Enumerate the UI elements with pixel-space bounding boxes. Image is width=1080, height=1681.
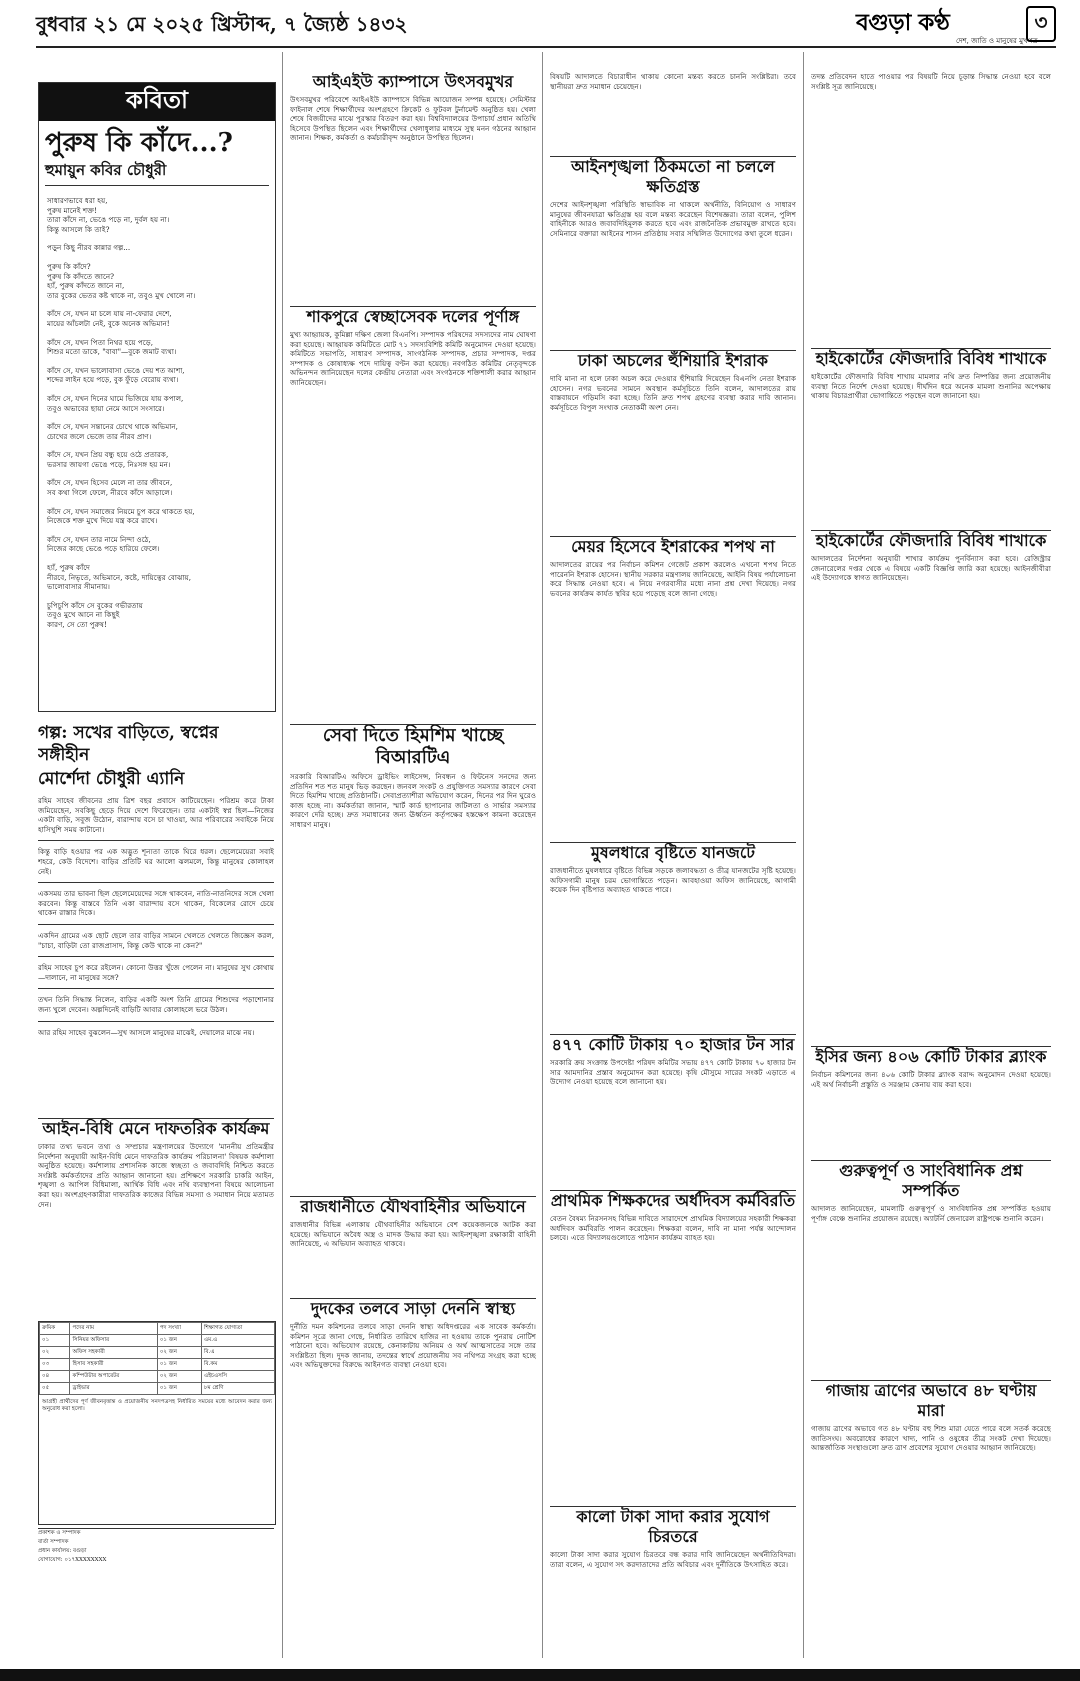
story-paragraph: একদিন গ্রামের এক ছোট ছেলে তার বাড়ির সামনে খেলতে খেলতে জিজ্ঞেস করল, "চাচা, বাড়িটা তো রাজপ্রাসাদ, কিন্তু কেউ থাকে না কেন?" — [38, 930, 274, 950]
story-paragraph: তখন তিনি সিদ্ধান্ত নিলেন, বাড়ির একটি অংশ তিনি গ্রামের শিশুদের পড়াশোনার জন্য খুলে দেবেন। অল্পদিনেই বাড়িটি আবার কোলাহলে ভরে উঠল। — [38, 995, 274, 1014]
table-cell: কম্পিউটার অপারেটর — [70, 1371, 157, 1383]
table-cell: সিনিয়র অফিসার — [70, 1335, 157, 1347]
table-header: শিক্ষাগত যোগ্যতা — [201, 1323, 274, 1335]
admin-article — [38, 1118, 274, 1317]
article-headline: ৪৭৭ কোটি টাকায় ৭০ হাজার টন সার — [551, 1035, 795, 1054]
poem-stanza: কাঁদে সে, যখন প্রিয় বন্ধু হয়ে ওঠে প্রতারক, ভরসার জায়গা ভেঙে পড়ে, নিঃসঙ্গ হয় মন। — [47, 450, 171, 469]
poem-stanza: হ্যাঁ, পুরুষ কাঁদে নীরবে, নিভৃতে, অভিমানে, কষ্টে, দায়িত্বের বোঝায়, ভালোবাসার সীমানায়। — [47, 563, 191, 592]
table-cell: ০১ — [40, 1335, 70, 1347]
article-body: তদন্ত প্রতিবেদন হাতে পাওয়ার পর বিষয়টি নিয়ে চূড়ান্ত সিদ্ধান্ত নেওয়া হবে বলে সংশ্লিষ্ট সূত্র জানিয়েছে। — [811, 72, 1051, 91]
article-headline: মুষলধারে বৃষ্টিতে যানজটে — [591, 843, 755, 862]
article-brta — [290, 724, 536, 1191]
article-headline: ঢাকা অচলের হুঁশিয়ারি ইশরাক — [577, 351, 768, 370]
table-row — [40, 1383, 275, 1395]
article-body: রাজধানীতে মুষলধারে বৃষ্টিতে বিভিন্ন সড়কে জলাবদ্ধতা ও তীব্র যানজটের সৃষ্টি হয়েছে। অফিসগামী মানুষ চরম ভোগান্তিতে পড়েন। আবহাওয়া অফিস জানিয়েছে, আগামী কয়েক দিন বৃষ্টিপাত অব্যাহত থাকতে পারে। — [550, 866, 796, 895]
article-body: মুখ্য আহ্বায়ক, কুমিল্লা দক্ষিণ জেলা বিএনপি। সম্পাদক পরিষদের সদস্যদের নাম ঘোষণা করা হয়েছে। আহ্বায়ক কমিটিতে মোট ৭১ সদস্যবিশিষ্ট কমিটি অনুমোদন দেওয়া হয়েছে। কমিটিতে সভাপতি, সাধারণ সম্পাদক, সাংগঠনিক সম্পাদক, প্রচার সম্পাদক, দপ্তর সম্পাদক ও কোষাধ্যক্ষ পদে দায়িত্ব বণ্টন করা হয়েছে। নবগঠিত কমিটির নেতৃবৃন্দকে অভিনন্দন জানিয়েছেন দলের কেন্দ্রীয় নেতারা এবং সংগঠনকে শক্তিশালী করার আহ্বান জানিয়েছেন। — [290, 330, 536, 387]
table-cell: ০১ জন — [157, 1359, 201, 1371]
article-headline: কালো টাকা সাদা করার সুযোগ চিরতরে — [576, 1507, 770, 1546]
divider — [38, 840, 274, 841]
table-cell: ০২ জন — [157, 1371, 201, 1383]
article-headline: দুদকের তলবে সাড়া দেননি স্বাস্থ্য — [310, 1299, 516, 1318]
table-cell: এইচএসসি — [201, 1371, 274, 1383]
article-fertilizer — [550, 1034, 796, 1185]
divider — [38, 956, 274, 957]
issue-date: বুধবার ২১ মে ২০২৫ খ্রিস্টাব্দ, ৭ জ্যৈষ্ঠ ১৪৩২ — [36, 12, 408, 36]
article-headline: গুরুত্বপূর্ণ ও সাংবিধানিক প্রশ্ন সম্পর্কিত — [839, 1161, 1023, 1200]
article-body: বেতন বৈষম্য নিরসনসহ বিভিন্ন দাবিতে সারাদেশে প্রাথমিক বিদ্যালয়ের সহকারী শিক্ষকরা অর্ধদিবস কর্মবিরতি পালন করেছেন। শিক্ষকরা বলেন, দাবি না মানা পর্যন্ত আন্দোলন চলবে। এতে বিদ্যালয়গুলোতে পাঠদান কার্যক্রম ব্যাহত হয়। — [550, 1214, 796, 1243]
table-cell: ০১ জন — [157, 1335, 201, 1347]
page-number: ৩ — [1026, 6, 1056, 42]
poem-stanza: পুরুষ কি কাঁদে? পুরুষ কি কাঁদতে জানে? হ্যাঁ, পুরুষ কাঁদতে জানে না, তার বুকের ভেতর কষ্ট থাকে না, তবুও মুখ খোলে না। — [47, 261, 196, 300]
poem-stanza: কাঁদে সে, যখন ভালোবাসা ভেঙে দেয় শত আশা, শব্দের লাইন হয়ে পড়ে, বুক ফুঁড়ে বেরোয় ব্যথা। — [47, 365, 185, 385]
poem-section-banner: কবিতা — [39, 83, 275, 121]
table-cell: ০২ — [40, 1347, 70, 1359]
article-headline: ইসির জন্য ৪০৬ কোটি টাকার ব্ল্যাংক — [815, 1047, 1047, 1066]
impressum-line: যোগাযোগ: ০১৭XXXXXXXX — [38, 1557, 107, 1563]
article-body: বিষয়টি আদালতে বিচারাধীন থাকায় কোনো মন্তব্য করতে চাননি সংশ্লিষ্টরা। তবে স্থানীয়রা দ্রুত সমাধান চেয়েছেন। — [550, 72, 796, 91]
table-cell: ০৪ — [40, 1371, 70, 1383]
article-high-court-1 — [811, 348, 1051, 525]
article-body: সরকারি ক্রয় সংক্রান্ত উপদেষ্টা পরিষদ কমিটির সভায় ৪৭৭ কোটি টাকায় ৭০ হাজার টন সার আমদানির প্রস্তাব অনুমোদন করা হয়েছে। কৃষি মৌসুমে সারের সংকট এড়াতে এ উদ্যোগ নেওয়া হয়েছে বলে জানানো হয়। — [550, 1058, 796, 1087]
story-paragraph: একসময় তার ভাবনা ছিল ছেলেমেয়েদের সঙ্গে থাকবেন, নাতি-নাতনিদের সঙ্গে খেলা করবেন। কিন্তু বাস্তবে তিনি একা বারান্দায় বসে থাকেন, বিকেলের রোদে চেয়ে থাকেন রাস্তার দিকে। — [38, 889, 274, 918]
article-joint-forces — [290, 1196, 536, 1293]
story-article — [38, 718, 274, 1112]
article-body: উৎসবমুখর পরিবেশে আইএইউ ক্যাম্পাসে বিভিন্ন আয়োজন সম্পন্ন হয়েছে। সেমিস্টার ফাইনাল শেষে শিক্ষার্থীদের অংশগ্রহণে ক্রিকেট ও ফুটবল টুর্নামেন্ট অনুষ্ঠিত হয়। খেলা শেষে বিজয়ীদের মাঝে পুরস্কার বিতরণ করা হয়। বিশ্ববিদ্যালয়ের উপাচার্য প্রধান অতিথি হিসেবে উপস্থিত ছিলেন এবং শিক্ষার্থীদের খেলাধুলার মাধ্যমে সুস্থ মনন গঠনের আহ্বান জানান। শিক্ষক, কর্মকর্তা ও কর্মচারীবৃন্দ অনুষ্ঠানে উপস্থিত ছিলেন। — [290, 95, 536, 143]
article-body: দাবি মানা না হলে ঢাকা অচল করে দেওয়ার হুঁশিয়ারি দিয়েছেন বিএনপি নেতা ইশরাক হোসেন। নগর ভবনের সামনে অবস্থান কর্মসূচিতে তিনি বলেন, আদালতের রায় বাস্তবায়নে গড়িমসি করা হচ্ছে। তিনি দ্রুত শপথ গ্রহণের ব্যবস্থা করার দাবি জানান। কর্মসূচিতে বিপুল সংখ্যক নেতাকর্মী অংশ নেন। — [550, 374, 796, 412]
table-cell: ০২ জন — [157, 1347, 201, 1359]
article-body: দুর্নীতি দমন কমিশনের তলবে সাড়া দেননি স্বাস্থ্য অধিদপ্তরের এক সাবেক কর্মকর্তা। কমিশন সূত্রে জানা গেছে, নির্ধারিত তারিখে হাজির না হওয়ায় তাকে পুনরায় নোটিশ পাঠানো হবে। অভিযোগ রয়েছে, কেনাকাটায় অনিয়ম ও অর্থ আত্মসাতের সঙ্গে তার সংশ্লিষ্টতা ছিল। দুদক জানায়, তদন্তের স্বার্থে প্রয়োজনীয় সব নথিপত্র সংগ্রহ করা হচ্ছে এবং অভিযুক্তদের বিরুদ্ধে আইনগত ব্যবস্থা নেওয়া হবে। — [290, 1322, 536, 1370]
masthead — [36, 6, 1056, 48]
article-constitutional — [811, 1160, 1051, 1375]
poem-stanza: কাঁদে সে, যখন মা চলে যায় না-ফেরার দেশে, মায়ের আঁচলটা নেই, বুকে অনেক অভিমান! — [47, 309, 172, 328]
table-cell: হিসাব সহকারী — [70, 1359, 157, 1371]
table-note: আগ্রহী প্রার্থীদের পূর্ণ জীবনবৃত্তান্ত ও প্রয়োজনীয় সনদপত্রসহ নির্ধারিত সময়ের মধ্যে আবেদন করার জন্য অনুরোধ করা হলো। — [42, 1399, 272, 1412]
table-header: ক্রমিক — [40, 1323, 70, 1335]
article-gaza — [811, 1380, 1051, 1639]
table-row — [40, 1335, 275, 1347]
article-continued — [550, 72, 796, 152]
divider — [38, 988, 274, 989]
article-headline: সেবা দিতে হিমশিম খাচ্ছে বিআরটিএ — [322, 725, 504, 768]
article-body: কালো টাকা সাদা করার সুযোগ চিরতরে বন্ধ করার দাবি জানিয়েছেন অর্থনীতিবিদরা। তারা বলেন, এ সুযোগ সৎ করদাতাদের প্রতি অবিচার এবং দুর্নীতিকে উৎসাহিত করে। — [550, 1550, 796, 1569]
story-paragraph: কিন্তু বাড়ি হওয়ার পর এক অদ্ভুত শূন্যতা তাকে ঘিরে ধরল। ছেলেমেয়েরা সবাই শহরে, কেউ বিদেশে। বাড়ির প্রতিটি ঘর আলো ঝলমলে, কিন্তু মানুষের কোলাহল নেই। — [38, 847, 274, 876]
table-cell: ০৫ — [40, 1383, 70, 1395]
article-headline: আইন-বিধি মেনে দাফতরিক কার্যক্রম — [42, 1119, 270, 1138]
poem-box — [38, 82, 276, 712]
article-body: আদালত জানিয়েছেন, মামলাটি গুরুত্বপূর্ণ ও সাংবিধানিক প্রশ্ন সম্পর্কিত হওয়ায় পূর্ণাঙ্গ বেঞ্চে শুনানির প্রয়োজন রয়েছে। অ্যাটর্নি জেনারেল রাষ্ট্রপক্ষে শুনানি করেন। — [811, 1204, 1051, 1223]
article-shakpur — [290, 306, 536, 719]
article-ishraq-oath — [550, 536, 796, 837]
article-law-order — [550, 156, 796, 347]
footer-bar — [0, 1669, 1080, 1681]
story-paragraph: রহিম সাহেব চুপ করে রইলেন। কোনো উত্তর খুঁজে পেলেন না। মানুষের সুখ কোথায়—দালানে, না মানুষের সঙ্গে? — [38, 963, 274, 982]
table-row — [40, 1371, 275, 1383]
table-cell: বি.এ — [201, 1347, 274, 1359]
poem-body — [39, 196, 275, 630]
article-body: নির্বাচন কমিশনের জন্য ৪০৬ কোটি টাকার ব্ল্যাংক বরাদ্দ অনুমোদন দেওয়া হয়েছে। এই অর্থ নির্বাচনী প্রস্তুতি ও সরঞ্জাম কেনায় ব্যয় করা হবে। — [811, 1070, 1051, 1089]
table-row — [40, 1359, 275, 1371]
article-headline: হাইকোর্টের ফৌজদারি বিবিধ শাখাকে — [815, 349, 1047, 368]
poem-stanza: চুপিচুপি কাঁদে সে বুকের গভীরতায় তবুও মুখে আনে না কিছুই কারণ, সে তো পুরুষ! — [47, 600, 143, 629]
article-black-money — [550, 1506, 796, 1639]
article-headline: গাজায় ত্রাণের অভাবে ৪৮ ঘণ্টায় মারা — [825, 1381, 1037, 1420]
vacancy-table — [38, 1321, 276, 1525]
table-cell: ০১ জন — [157, 1383, 201, 1395]
article-body: আদালতের রায়ের পর নির্বাচন কমিশন গেজেট প্রকাশ করলেও এখনো শপথ নিতে পারেননি ইশরাক হোসেন। স্থানীয় সরকার মন্ত্রণালয় জানিয়েছে, আইনি বিষয় পর্যালোচনা করে সিদ্ধান্ত নেওয়া হবে। এ নিয়ে নগরবাসীর মধ্যে নানা প্রশ্ন দেখা দিয়েছে। নগর ভবনের কার্যক্রম কার্যত স্থবির হয়ে পড়েছে বলে জানা গেছে। — [550, 560, 796, 598]
impressum — [38, 1528, 274, 1639]
column-divider — [803, 52, 804, 1658]
table-cell: ০৩ — [40, 1359, 70, 1371]
article-headline: আইনশৃঙ্খলা ঠিকমতো না চললে ক্ষতিগ্রস্ত — [571, 157, 775, 196]
story-paragraph: রহিম সাহেব জীবনের প্রায় ত্রিশ বছর প্রবাসে কাটিয়েছেন। পরিশ্রম করে টাকা জমিয়েছেন, সবকিছু ছেড়ে দিয়ে দেশে ফিরেছেন। তার একটাই স্বপ্ন ছিল—নিজের একটা বাড়ি, সবুজ উঠোন, বারান্দায় বসে চা খাওয়া, আর পরিবারের সবাইকে নিয়ে হাসিখুশি সময় কাটানো। — [38, 796, 274, 834]
article-headline: শাকপুরে স্বেচ্ছাসেবক দলের পূর্ণাঙ্গ — [306, 307, 520, 326]
table-header-row — [40, 1323, 275, 1335]
article-body: গাজায় ত্রাণের অভাবে গত ৪৮ ঘণ্টায় বহু শিশু মারা যেতে পারে বলে সতর্ক করেছে জাতিসংঘ। অবরোধের কারণে খাদ্য, পানি ও ওষুধের তীব্র সংকট দেখা দিয়েছে। আন্তর্জাতিক সংস্থাগুলো দ্রুত ত্রাণ প্রবেশের সুযোগ দেওয়ার আহ্বান জানিয়েছে। — [811, 1424, 1051, 1453]
table-cell: অফিস সহকারী — [70, 1347, 157, 1359]
article-headline: রাজধানীতে যৌথবাহিনীর অভিযানে — [300, 1197, 526, 1216]
divider — [38, 924, 274, 925]
poem-stanza: কাঁদে সে, যখন সমাজের নিয়মে চুপ করে থাকতে হয়, নিজেকে শক্ত মুখে দিয়ে যন্ত্র করে রাখে। — [47, 506, 195, 526]
article-high-court-2 — [811, 530, 1051, 1041]
article-headline: মেয়র হিসেবে ইশরাকের শপথ না — [571, 537, 775, 556]
article-rain — [550, 842, 796, 1029]
article-headline: হাইকোর্টের ফৌজদারি বিবিধ শাখাকে — [815, 531, 1047, 550]
story-title: গল্প: সখের বাড়িতে, স্বপ্নের সঙ্গীহীন — [38, 723, 219, 765]
logo-tagline: দেশ, জাতি ও মানুষের মুখপত্র — [956, 37, 1038, 45]
divider — [38, 1021, 274, 1022]
poem-stanza: পড়ুন কিছু নীরব কান্নার গল্প... — [47, 243, 131, 253]
table-cell: ড্রাইভার — [70, 1383, 157, 1395]
table-header: পদের নাম — [70, 1323, 157, 1335]
impressum-line: বার্তা সম্পাদক — [38, 1539, 69, 1545]
story-author: মোর্শেদা চৌধুরী এ্যানি — [38, 769, 185, 789]
poem-stanza: কাঁদে সে, যখন সন্তানের চোখে থাকে অভিমান, চোখের জলে ভেজে তার নীরব প্রাণ। — [47, 422, 178, 441]
article-iau — [290, 72, 536, 302]
article-headline: প্রাথমিক শিক্ষকদের অর্ধদিবস কর্মবিরতি — [550, 1191, 796, 1210]
story-paragraph: আর রহিম সাহেব বুঝলেন—সুখ আসলে মানুষের মাঝেই, দেয়ালের মাঝে নয়। — [38, 1027, 255, 1037]
poem-author: হুমায়ুন কবির চৌধুরী — [45, 161, 269, 186]
poem-title: পুরুষ কি কাঁদে...? — [45, 128, 233, 158]
article-body: ঢাকার তথ্য ভবনে তথ্য ও সম্প্রচার মন্ত্রণালয়ের উদ্যোগে 'মাননীয় প্রতিমন্ত্রীর নির্দেশনা অনুযায়ী আইন-বিধি মেনে দাফতরিক কার্যক্রম পরিচালনা' বিষয়ক কর্মশালা অনুষ্ঠিত হয়েছে। কর্মশালায় প্রশাসনিক কাজে স্বচ্ছতা ও জবাবদিহি নিশ্চিত করতে সংশ্লিষ্ট কর্মকর্তাদের প্রতি আহ্বান জানানো হয়। প্রশিক্ষণে সরকারি চাকরি আইন, শৃঙ্খলা ও আপিল বিধিমালা, আর্থিক বিধি এবং নথি ব্যবস্থাপনা বিষয়ে আলোচনা করা হয়। অংশগ্রহণকারীরা দাফতরিক কাজের বিভিন্ন সমস্যা ও সমাধান নিয়ে মতামত দেন। — [38, 1142, 274, 1209]
article-headline: আইএইউ ক্যাম্পাসে উৎসবমুখর — [312, 72, 514, 91]
logo-text: বগুড়া কণ্ঠ — [856, 8, 950, 36]
table-cell: বি.কম — [201, 1359, 274, 1371]
column-divider — [542, 52, 543, 1658]
article-body: হাইকোর্টের ফৌজদারি বিবিধ শাখায় মামলার নথি দ্রুত নিষ্পত্তির জন্য প্রয়োজনীয় ব্যবস্থা নিতে নির্দেশ দেওয়া হয়েছে। দীর্ঘদিন ধরে অনেক মামলা শুনানির অপেক্ষায় থাকায় বিচারপ্রার্থীরা ভোগান্তিতে পড়ছেন বলে জানানো হয়। — [811, 372, 1051, 401]
article-ishraq-warning — [550, 350, 796, 531]
poem-stanza: কাঁদে সে, যখন তার নামে নিন্দা ওঠে, নিজের কাছে ভেঙে পড়ে হারিয়ে ফেলে। — [47, 534, 160, 554]
article-continued — [811, 72, 1051, 342]
article-body: দেশের আইনশৃঙ্খলা পরিস্থিতি স্বাভাবিক না থাকলে অর্থনীতি, বিনিয়োগ ও সাধারণ মানুষের জীবনযাত্রা ক্ষতিগ্রস্ত হয় বলে মন্তব্য করেছেন বিশেষজ্ঞরা। তারা বলেন, পুলিশ বাহিনীকে আরও জবাবদিহিমূলক করতে হবে এবং রাজনৈতিক প্রভাবমুক্ত রাখতে হবে। সেমিনারে বক্তারা আইনের শাসন প্রতিষ্ঠায় সবার সম্মিলিত উদ্যোগের কথা তুলে ধরেন। — [550, 200, 796, 238]
poem-stanza: কাঁদে সে, যখন পিতা নিথর হয়ে পড়ে, শিশুর মতো ডাকে, "বাবা"—বুকে জমাট ব্যথা। — [47, 337, 177, 357]
poem-stanza: কাঁদে সে, যখন দিনের ঘামে ভিজিয়ে যায় কপাল, তবুও অভাবের ছায়া নেমে আসে সংসারে। — [47, 393, 184, 413]
article-teachers — [550, 1190, 796, 1501]
divider — [38, 882, 274, 883]
article-body: সরকারি বিআরটিএ অফিসে ড্রাইভিং লাইসেন্স, নিবন্ধন ও ফিটনেস সনদের জন্য প্রতিদিন শত শত মানুষ ভিড় করছেন। জনবল সংকট ও প্রযুক্তিগত সমস্যার কারণে সেবা দিতে হিমশিম খাচ্ছে প্রতিষ্ঠানটি। সেবাপ্রত্যাশীরা অভিযোগ করেন, দিনের পর দিন ঘুরেও কাজ হচ্ছে না। কর্মকর্তারা জানান, স্মার্ট কার্ড ছাপানোর জটিলতা ও সার্ভার সমস্যার কারণে দেরি হচ্ছে। দ্রুত সমাধানের জন্য ঊর্ধ্বতন কর্তৃপক্ষের হস্তক্ষেপ কামনা করেছেন সাধারণ মানুষ। — [290, 772, 536, 829]
article-acc — [290, 1298, 536, 1639]
poem-stanza: সাধারণভাবে ধরা হয়, পুরুষ মানেই শক্ত! তারা কাঁদে না, ভেঙে পড়ে না, দুর্বল হয় না। কিন্তু আসলে কি তাই? — [47, 196, 170, 234]
column-divider — [282, 52, 283, 1658]
impressum-line: প্রধান কার্যালয়: বগুড়া — [38, 1548, 87, 1554]
table-row — [40, 1347, 275, 1359]
table-cell: ৮ম শ্রেণি — [201, 1383, 274, 1395]
table-header: পদ সংখ্যা — [157, 1323, 201, 1335]
article-ec-budget — [811, 1046, 1051, 1155]
article-body: আদালতের নির্দেশনা অনুযায়ী শাখার কার্যক্রম পুনর্বিন্যাস করা হবে। রেজিস্ট্রার জেনারেলের দপ্তর থেকে এ বিষয়ে একটি বিজ্ঞপ্তি জারি করা হয়েছে। আইনজীবীরা এই উদ্যোগকে স্বাগত জানিয়েছেন। — [811, 554, 1051, 583]
poem-stanza: কাঁদে সে, যখন হিসেব মেলে না তার জীবনে, সব কথা গিলে ফেলে, নীরবে কাঁদে আড়ালে। — [47, 478, 173, 498]
impressum-line: প্রকাশক ও সম্পাদক — [38, 1530, 81, 1536]
article-body: রাজধানীর বিভিন্ন এলাকায় যৌথবাহিনীর অভিযানে বেশ কয়েকজনকে আটক করা হয়েছে। অভিযানে অবৈধ অস্ত্র ও মাদক উদ্ধার করা হয়। আইনশৃঙ্খলা রক্ষাকারী বাহিনী জানিয়েছে, এ অভিযান অব্যাহত থাকবে। — [290, 1220, 536, 1249]
table-cell: এম.এ — [201, 1335, 274, 1347]
